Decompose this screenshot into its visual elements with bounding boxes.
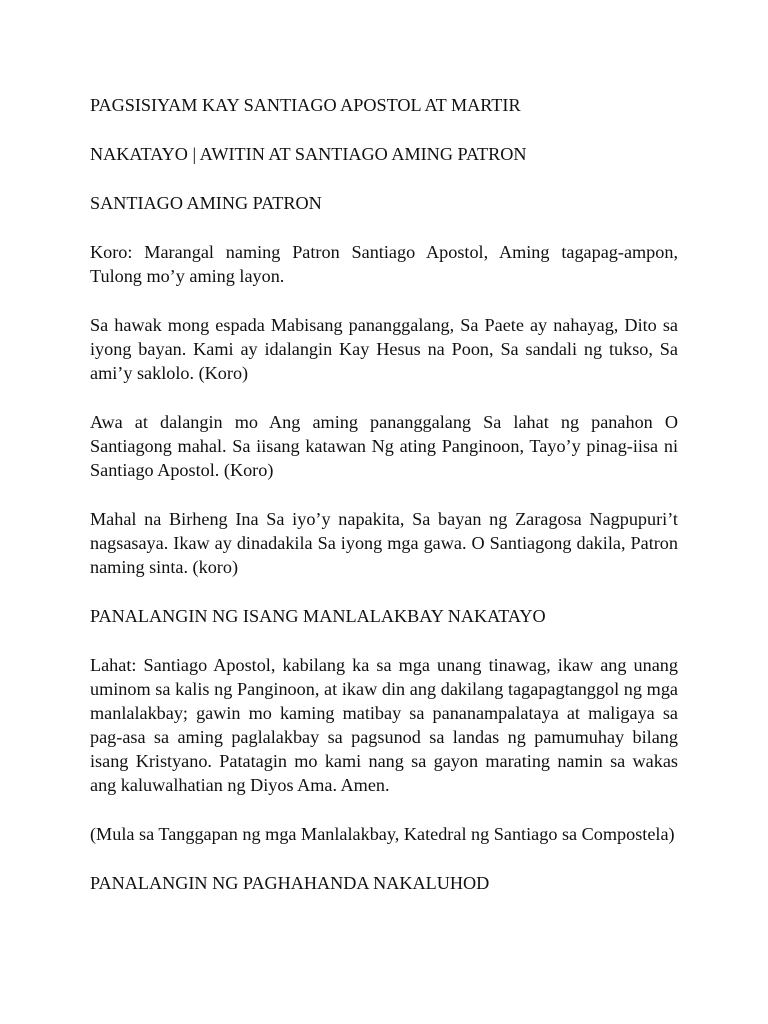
hymn-title: SANTIAGO AMING PATRON [90,193,322,213]
hymn-chorus: Koro: Marangal naming Patron Santiago Apostol, Aming tagapag-ampon, Tulong mo’y aming layon. [90,242,678,286]
hymn-verse-3: Mahal na Birheng Ina Sa iyo’y napakita, Sa bayan ng Zaragosa Nagpupuri’t nagsasaya. Ikaw ay dinadakila Sa iyong mga gawa. O Santiagong dakila, Patron naming sinta. (koro) [90,509,678,577]
section-heading-pilgrim-prayer: PANALANGIN NG ISANG MANLALAKBAY NAKATAYO [90,606,546,626]
section-heading-hymn: NAKATAYO | AWITIN AT SANTIAGO AMING PATRON [90,144,527,164]
pilgrim-prayer-text: Lahat: Santiago Apostol, kabilang ka sa mga unang tinawag, ikaw ang unang uminom sa kalis ng Panginoon, at ikaw din ang dakilang tagapagtanggol ng mga manlalakbay; gawin mo kaming matibay sa pananampalataya at maligaya sa pag-asa sa aming paglalakbay sa pagsunod sa landas ng pamumuhay bilang isang Kristyano. Patatagin mo kami nang sa gayon marating namin sa wakas ang kaluwalhatian ng Diyos Ama. Amen. [90,655,678,795]
document-title: PAGSISIYAM KAY SANTIAGO APOSTOL AT MARTIR [90,95,521,115]
hymn-verse-2: Awa at dalangin mo Ang aming pananggalang Sa lahat ng panahon O Santiagong mahal. Sa iisang katawan Ng ating Panginoon, Tayo’y pinag-iisa ni Santiago Apostol. (Koro) [90,412,678,480]
section-heading-preparation-prayer: PANALANGIN NG PAGHAHANDA NAKALUHOD [90,873,490,893]
document-page [90,93,678,920]
source-note: (Mula sa Tanggapan ng mga Manlalakbay, Katedral ng Santiago sa Compostela) [90,824,675,844]
hymn-verse-1: Sa hawak mong espada Mabisang pananggalang, Sa Paete ay nahayag, Dito sa iyong bayan. Kami ay idalangin Kay Hesus na Poon, Sa sandali ng tukso, Sa ami’y saklolo. (Koro) [90,315,678,383]
